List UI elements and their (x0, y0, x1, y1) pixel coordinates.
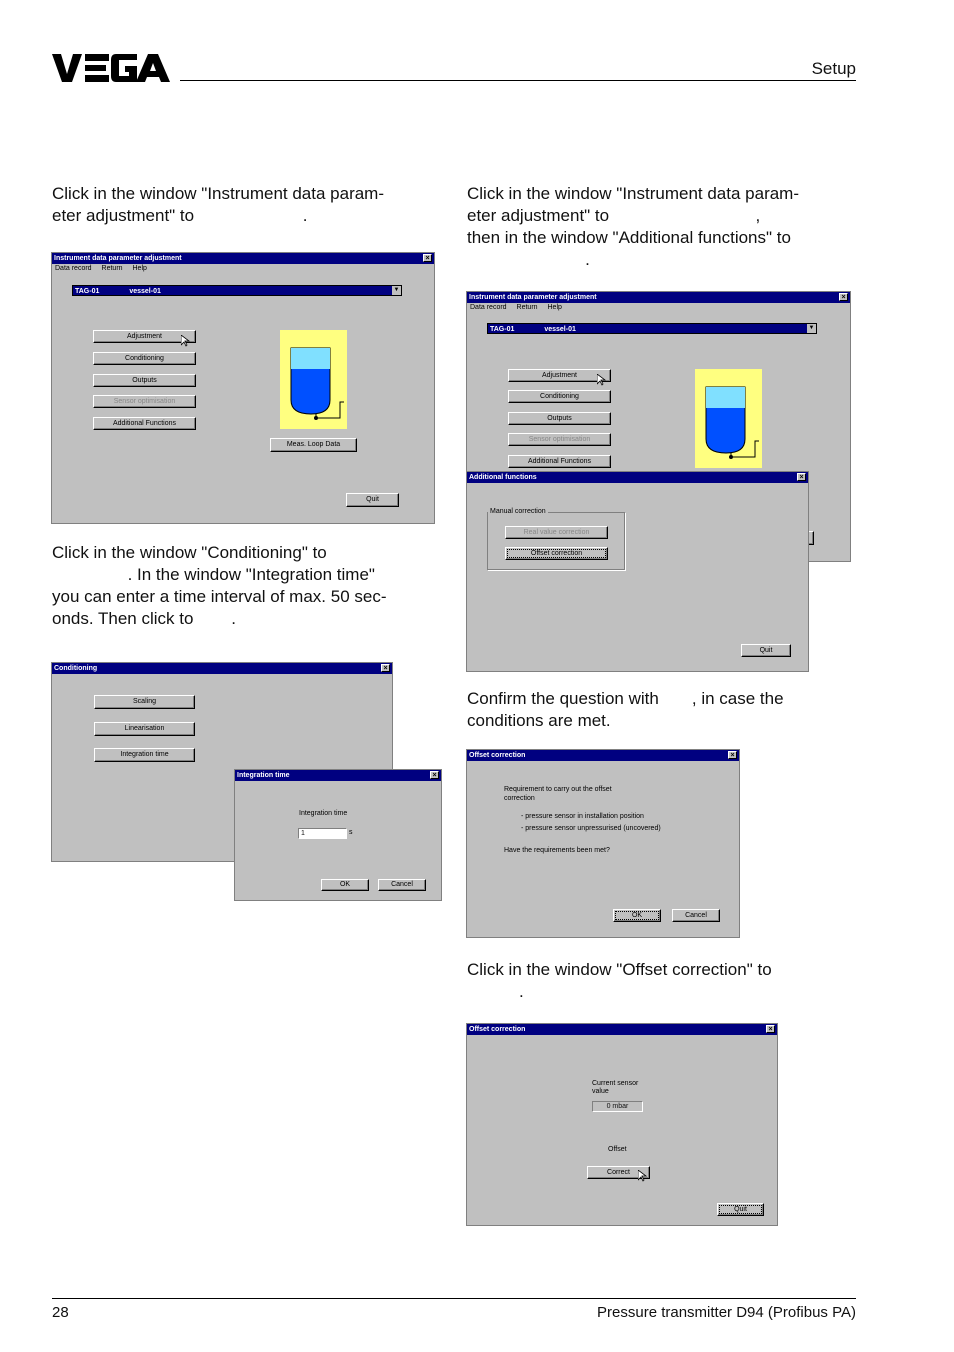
outputs-button[interactable]: Outputs (508, 412, 611, 425)
additional-functions-window: Additional functions × Manual correction Real value correction Offset correction Quit (466, 471, 809, 672)
integration-time-window: Integration time × Integration time 1 s OK Cancel (234, 769, 442, 901)
paragraph-additional-functions: Click in the window "Instrument data param- eter adjustment" to , then in the window "Additional functions" to . (467, 184, 800, 269)
close-icon[interactable]: × (839, 293, 848, 301)
integration-time-label: Integration time (299, 810, 348, 817)
additional-functions-button[interactable]: Additional Functions (93, 417, 196, 430)
integration-time-input[interactable]: 1 (298, 828, 347, 839)
linearisation-button[interactable]: Linearisation (94, 722, 195, 736)
header-rule (180, 80, 856, 81)
manual-correction-group (487, 508, 625, 570)
close-icon[interactable]: × (728, 751, 737, 759)
offset-correction-window: Offset correction × Current sensor value 0 mbar Offset Correct Quit (466, 1023, 778, 1226)
integration-time-button[interactable]: Integration time (94, 748, 195, 762)
menu-data-record[interactable]: Data record (55, 265, 92, 272)
cursor-icon (638, 1170, 647, 1182)
ok-button[interactable]: OK (321, 879, 369, 891)
sensor-optimisation-button[interactable]: Sensor optimisation (93, 395, 196, 408)
conditioning-window: Conditioning × Scaling Linearisation Integration time (51, 662, 393, 862)
requirement-text: Requirement to carry out the offset (504, 786, 612, 793)
idpa-window-left: Instrument data parameter adjustment × Data record Return Help TAG-01 vessel-01 ▼ Adjustment Conditioning Outputs Sensor optimisation Additional Functions Meas. Loop Data Quit (51, 252, 435, 524)
cursor-icon (597, 374, 606, 386)
quit-button[interactable]: Quit (741, 644, 791, 657)
unit-label: s (349, 829, 353, 836)
chevron-down-icon[interactable]: ▼ (393, 287, 400, 293)
cursor-icon (181, 335, 190, 347)
meas-loop-data-button[interactable]: Meas. Loop Data (270, 438, 357, 452)
footer-rule (52, 1298, 856, 1299)
paragraph-correct: Click in the window "Offset correction" to . (467, 960, 772, 1001)
page-number: 28 (52, 1304, 69, 1321)
cancel-button[interactable]: Cancel (378, 879, 426, 891)
tag-select[interactable]: TAG-01 vessel-01 ▼ (72, 285, 402, 296)
current-sensor-label: Current sensor (592, 1080, 639, 1087)
menu-return[interactable]: Return (101, 265, 123, 272)
adjustment-button[interactable]: Adjustment (93, 330, 196, 343)
close-icon[interactable]: × (381, 664, 390, 672)
menu-help[interactable]: Help (132, 265, 147, 272)
close-icon[interactable]: × (766, 1025, 775, 1033)
ok-button[interactable]: OK (613, 909, 661, 922)
correct-button[interactable]: Correct (587, 1166, 650, 1179)
section-title: Setup (811, 59, 856, 78)
quit-button[interactable]: Quit (717, 1203, 764, 1216)
close-icon[interactable]: × (430, 771, 439, 779)
menu-data-record[interactable]: Data record (470, 304, 507, 311)
paragraph-adjustment: Click in the window "Instrument data param- eter adjustment" to . (52, 184, 385, 225)
close-icon[interactable]: × (797, 473, 806, 481)
adjustment-button[interactable]: Adjustment (508, 369, 611, 382)
product-name: Pressure transmitter D94 (Profibus PA) (597, 1304, 856, 1321)
scaling-button[interactable]: Scaling (94, 695, 195, 709)
sensor-optimisation-button[interactable]: Sensor optimisation (508, 433, 611, 446)
paragraph-confirm: Confirm the question with , in case the conditions are met. (467, 689, 784, 730)
question-text: Have the requirements been met? (504, 847, 610, 854)
current-sensor-label-2: value (592, 1088, 609, 1095)
offset-question-window: Offset correction × Requirement to carry out the offset correction - pressure sensor in installation position - pressure sensor unpressurised (uncovered) Have the requirements been met? OK Cancel (466, 749, 740, 938)
group-label: Manual correction (490, 508, 546, 515)
idpa-window-right: Instrument data parameter adjustment × Data record Return Help TAG-01 vessel-01 ▼ Adjustment Conditioning Outputs Sensor optimisation Additional Functions (466, 291, 851, 562)
vessel-graphic (695, 369, 762, 468)
close-icon[interactable]: × (423, 254, 432, 262)
current-sensor-value: 0 mbar (592, 1101, 643, 1112)
requirement-text-2: correction (504, 795, 535, 802)
menu-return[interactable]: Return (516, 304, 538, 311)
menu-help[interactable]: Help (547, 304, 562, 311)
condition-2: - pressure sensor unpressurised (uncovered) (521, 825, 661, 832)
conditioning-button[interactable]: Conditioning (93, 352, 196, 365)
vessel-graphic (280, 330, 347, 429)
menu-bar (467, 303, 850, 313)
condition-1: - pressure sensor in installation position (521, 813, 644, 820)
offset-label: Offset (608, 1146, 627, 1153)
tag-select[interactable]: TAG-01 vessel-01 ▼ (487, 323, 817, 334)
outputs-button[interactable]: Outputs (93, 374, 196, 387)
vega-logo (52, 52, 172, 84)
cancel-button[interactable]: Cancel (672, 909, 720, 922)
menu-bar (52, 264, 434, 274)
paragraph-conditioning: Click in the window "Conditioning" to . In the window "Integration time" you can enter a time interval of max. 50 sec- onds. Then click to . (52, 543, 387, 628)
additional-functions-button[interactable]: Additional Functions (508, 455, 611, 468)
offset-correction-button[interactable]: Offset correction (505, 547, 608, 560)
conditioning-button[interactable]: Conditioning (508, 390, 611, 403)
quit-button[interactable]: Quit (346, 493, 399, 507)
real-value-correction-button[interactable]: Real value correction (505, 526, 608, 539)
chevron-down-icon[interactable]: ▼ (808, 325, 815, 331)
